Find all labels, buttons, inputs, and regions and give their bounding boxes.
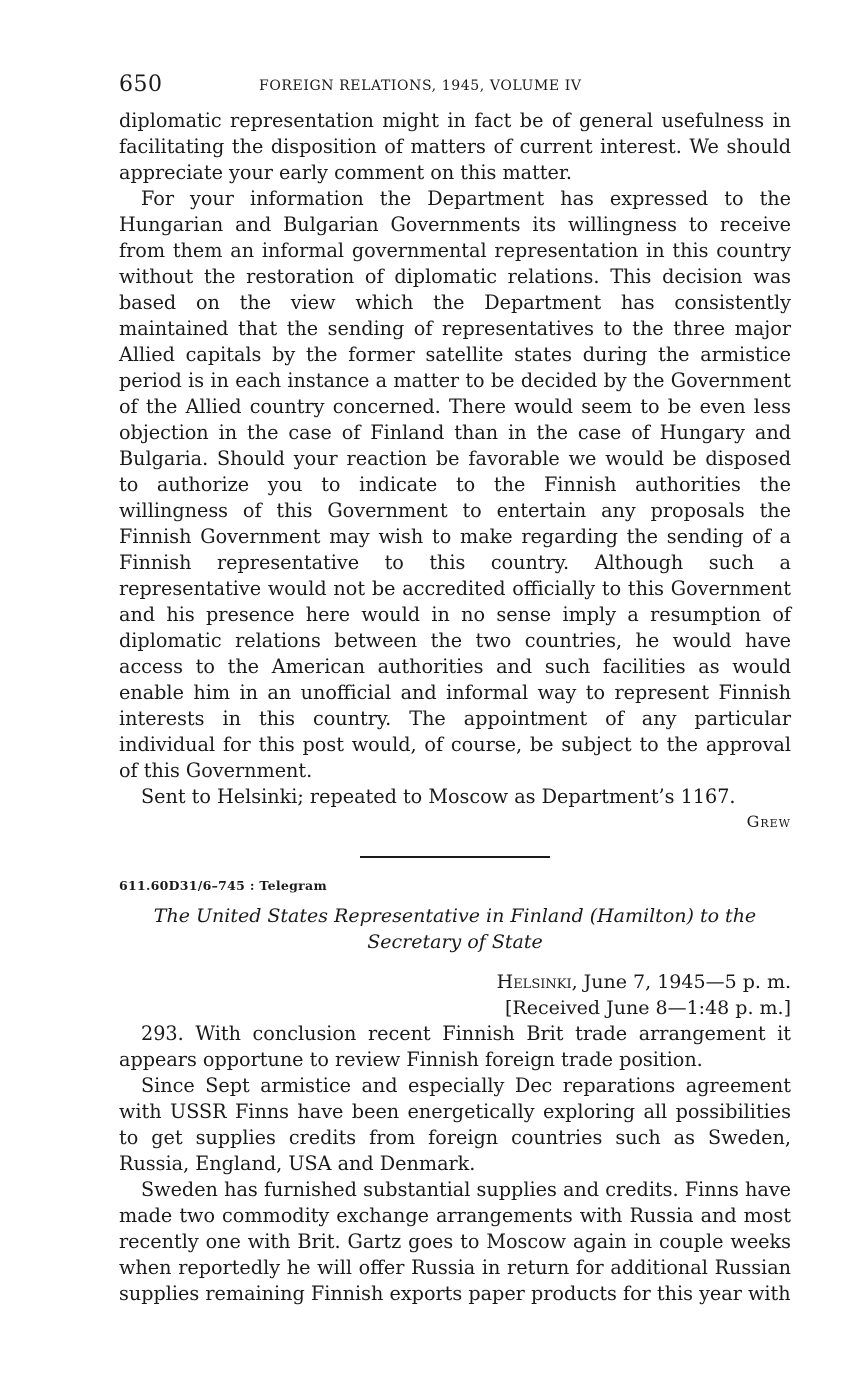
section-divider <box>360 856 550 858</box>
paragraph-telegram-293: 293. With conclusion recent Finnish Brit trade arrangement it appears opportune to review Finnish foreign trade position. <box>119 1022 791 1071</box>
paragraph-department-information: For your information the Department has expressed to the Hungarian and Bulgarian Governments its willingness to receive from them an informal governmental representation in this country without the restoration of diplomatic relations. This decision was based on the view which the Department has consistently maintained that the sending of representatives to the three major Allied capitals by the former satellite states during the armistice period is in each instance a matter to be decided by the Government of the Allied country concerned. There would seem to be even less objection in the case of Finland than in the case of Hungary and Bulgaria. Should your reaction be favorable we would be disposed to authorize you to indicate to the Finnish authorities the willingness of this Government to entertain any proposals the Finnish Government may wish to make regarding the sending of a Finnish representative to this country. Although such a representative would not be accredited officially to this Government and his presence here would in no sense imply a resumption of diplomatic relations between the two countries, he would have access to the American authorities and such facilities as would enable him in an unofficial and informal way to represent Finnish interests in this country. The appointment of any particular individual for this post would, of course, be subject to the approval of this Government. <box>119 187 791 782</box>
dateline-place: Helsinki <box>496 971 572 993</box>
paragraph-sent-to: Sent to Helsinki; repeated to Moscow as Department’s 1167. <box>141 785 736 808</box>
running-title: FOREIGN RELATIONS, 1945, VOLUME IV <box>259 78 582 94</box>
file-reference: 611.60D31/6–745 : Telegram <box>119 878 327 893</box>
dateline-date: , June 7, 1945—5 p. m. <box>571 971 791 993</box>
paragraph-sweden: Sweden has furnished substantial supplies and credits. Finns have made two commodity exchange arrangements with Russia and most recently one with Brit. Gartz goes to Moscow again in couple weeks when reportedly he will offer Russia in return for additional Russian supplies remaining Finnish exports paper products for this year with <box>119 1178 791 1305</box>
page-number: 650 <box>119 72 163 97</box>
signature-grew: Grew <box>746 812 791 831</box>
document-page <box>119 72 791 1307</box>
dateline-received: [Received June 8—1:48 p. m.] <box>505 997 791 1019</box>
document-heading: The United States Representative in Finland (Hamilton) to the Secretary of State <box>153 905 757 953</box>
running-head <box>119 72 791 102</box>
dateline-sent <box>119 969 791 995</box>
paragraph-armistice: Since Sept armistice and especially Dec reparations agreement with USSR Finns have been energetically exploring all possibilities to get supplies credits from foreign countries such as Sweden, Russia, England, USA and Denmark. <box>119 1074 791 1175</box>
paragraph-continuation: diplomatic representation might in fact be of general usefulness in facilitating the disposition of matters of current interest. We should appreciate your early comment on this matter. <box>119 109 791 184</box>
